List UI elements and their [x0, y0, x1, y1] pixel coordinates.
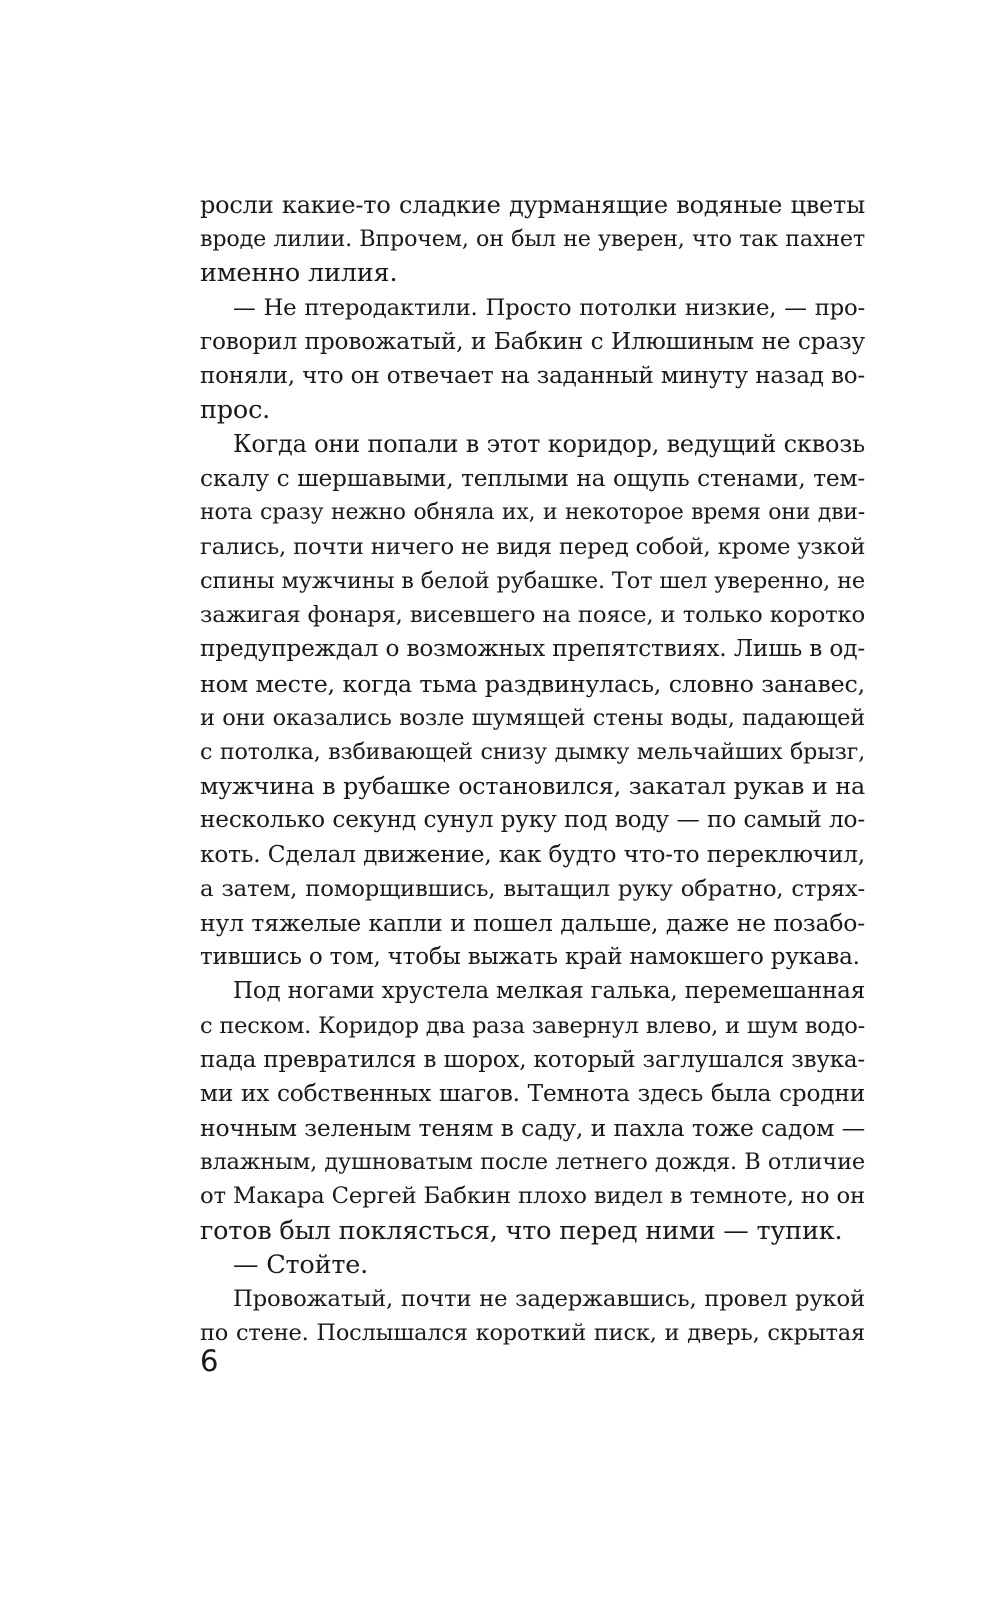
text-line: ми их собственных шагов. Темнота здесь была сродни: [200, 1079, 865, 1107]
text-line: росли какие-то сладкие дурманящие водяные цветы: [200, 191, 865, 219]
text-line: ночным зеленым теням в саду, и пахла тоже садом —: [200, 1114, 865, 1143]
text-line: вроде лилии. Впрочем, он был не уверен, что так пахнет: [200, 226, 865, 253]
text-line: Когда они попали в этот коридор, ведущий сквозь: [233, 430, 865, 459]
text-line: несколько секунд сунул руку под воду — по самый ло-: [200, 806, 865, 834]
text-line: готов был поклясться, что перед ними — тупик.: [200, 1215, 843, 1246]
body-text: [200, 188, 865, 1350]
text-line: тившись о том, чтобы выжать край намокшего рукава.: [200, 944, 860, 971]
text-line: спины мужчины в белой рубашке. Тот шел уверенно, не: [200, 568, 865, 595]
text-line: влажным, душноватым после летнего дождя. В отличие: [200, 1149, 865, 1176]
text-line: поняли, что он отвечает на заданный минуту назад во-: [200, 362, 865, 389]
text-line: — Стойте.: [233, 1249, 369, 1280]
text-line: говорил провожатый, и Бабкин с Илюшиным не сразу: [200, 327, 865, 355]
text-line: Провожатый, почти не задержавшись, провел рукой: [233, 1286, 865, 1312]
text-line: Под ногами хрустела мелкая галька, перемешанная: [233, 978, 865, 1005]
text-line: нота сразу нежно обняла их, и некоторое время они дви-: [200, 499, 865, 525]
text-line: от Макара Сергей Бабкин плохо видел в темноте, но он: [200, 1183, 865, 1210]
text-line: зажигая фонаря, висевшего на поясе, и только коротко: [200, 602, 865, 629]
text-line: — Не птеродактили. Просто потолки низкие, — про-: [233, 294, 865, 321]
text-line: пада превратился в шорох, который заглушался звука-: [200, 1046, 865, 1073]
text-line: прос.: [200, 395, 271, 426]
text-line: гались, почти ничего не видя перед собой, кроме узкой: [200, 533, 866, 560]
text-line: а затем, поморщившись, вытащил руку обратно, стрях-: [200, 875, 865, 902]
text-line: именно лилия.: [200, 258, 398, 289]
text-line: коть. Сделал движение, как будто что-то переключил,: [200, 840, 865, 868]
page-number: 6: [200, 1344, 219, 1378]
text-line: по стене. Послышался короткий писк, и дверь, скрытая: [200, 1320, 865, 1347]
text-line: и они оказались возле шумящей стены воды, падающей: [200, 704, 865, 731]
text-line: с потолка, взбивающей снизу дымку мельчайших брызг,: [200, 739, 865, 765]
text-line: предупреждал о возможных препятствиях. Лишь в од-: [200, 635, 865, 663]
text-line: ном месте, когда тьма раздвинулась, словно занавес,: [200, 669, 865, 698]
text-line: нул тяжелые капли и пошел дальше, даже не позабо-: [200, 908, 865, 937]
text-line: с песком. Коридор два раза завернул влево, и шум водо-: [200, 1012, 866, 1039]
text-line: мужчина в рубашке остановился, закатал рукав и на: [200, 772, 865, 801]
text-line: скалу с шершавыми, теплыми на ощупь стенами, тем-: [200, 464, 865, 492]
